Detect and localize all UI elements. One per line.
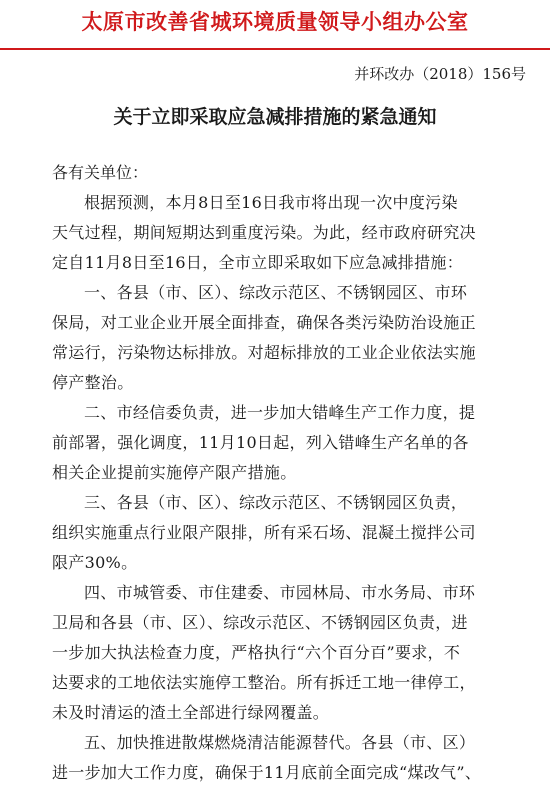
body-line: 卫局和各县（市、区）、综改示范区、不锈钢园区负责，进 — [52, 613, 468, 632]
notice-title: 关于立即采取应急减排措施的紧急通知 — [113, 106, 437, 128]
body-line: 三、各县（市、区）、综改示范区、不锈钢园区负责， — [84, 493, 468, 512]
body-line: 根据预测，本月8日至16日我市将出现一次中度污染 — [84, 193, 458, 212]
body-line: 四、市城管委、市住建委、市园林局、市水务局、市环 — [84, 583, 476, 602]
salutation: 各有关单位： — [52, 163, 149, 182]
body-line: 一、各县（市、区）、综改示范区、不锈钢园区、市环 — [84, 283, 468, 302]
body-line: 常运行，污染物达标排放。对超标排放的工业企业依法实施 — [52, 343, 476, 362]
body-line: 保局，对工业企业开展全面排查，确保各类污染防治设施正 — [52, 313, 476, 332]
body-line: 未及时清运的渣土全部进行绿网覆盖。 — [52, 703, 330, 722]
body-line: 天气过程，期间短期达到重度污染。为此，经市政府研究决 — [52, 223, 476, 242]
body-line: 限产30%。 — [52, 553, 138, 572]
body-line: 五、加快推进散煤燃烧清洁能源替代。各县（市、区） — [84, 733, 476, 752]
body-line: 停产整治。 — [52, 373, 134, 392]
org-title: 太原市改善省城环境质量领导小组办公室 — [81, 10, 469, 34]
body-line: 进一步加大工作力度，确保于11月底前全面完成“煤改气”、 — [52, 763, 482, 782]
red-divider-line — [0, 48, 550, 50]
body-line: 相关企业提前实施停产限产措施。 — [52, 463, 297, 482]
document-number: 并环改办（2018）156号 — [354, 65, 526, 83]
body-line: 一步加大执法检查力度，严格执行“六个百分百”要求，不 — [52, 643, 461, 662]
body-line: 定自11月8日至16日，全市立即采取如下应急减排措施： — [52, 253, 463, 272]
body-line: 前部署，强化调度，11月10日起，列入错峰生产名单的各 — [52, 433, 469, 452]
body-line: 组织实施重点行业限产限排，所有采石场、混凝土搅拌公司 — [52, 523, 476, 542]
body-line: 达要求的工地依法实施停工整治。所有拆迁工地一律停工， — [52, 673, 476, 692]
body-line: 二、市经信委负责，进一步加大错峰生产工作力度，提 — [84, 403, 476, 422]
